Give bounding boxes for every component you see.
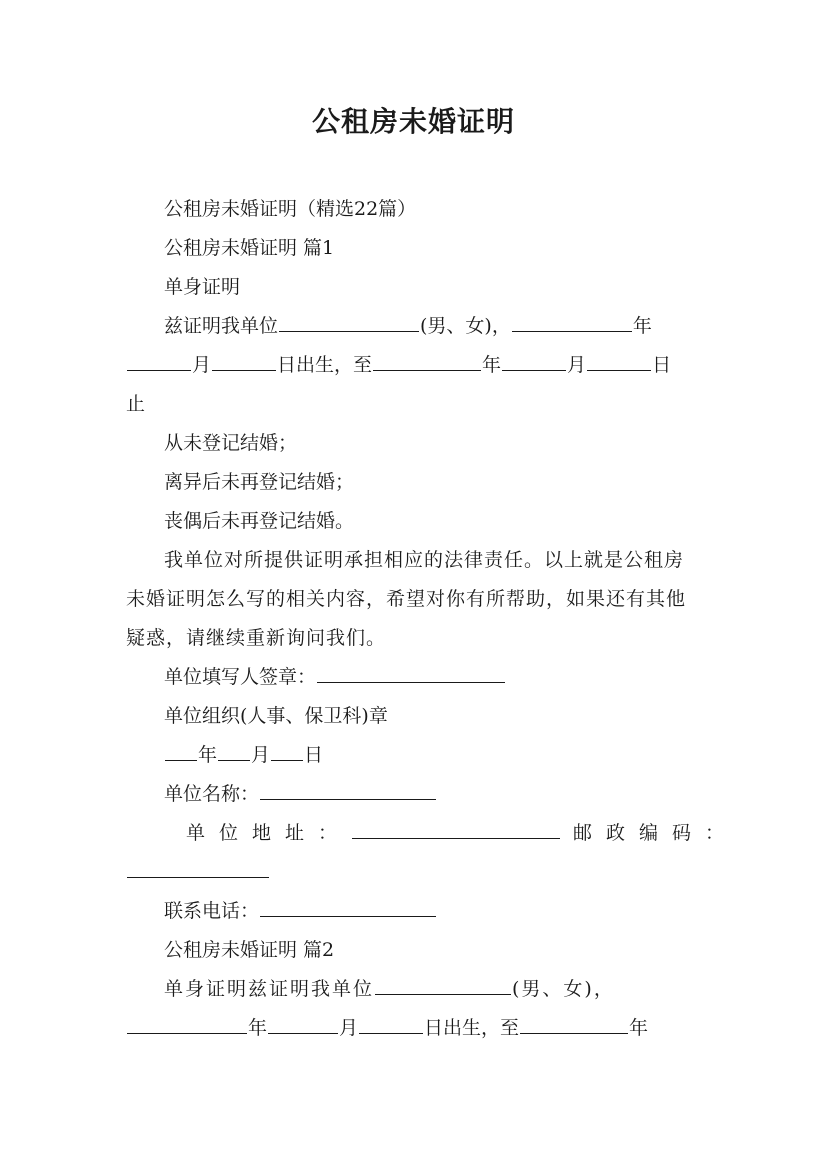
text-segment: 年 <box>629 1017 649 1039</box>
blank-day <box>271 741 303 761</box>
blank-end-month <box>502 351 566 371</box>
blank-unit-name <box>260 780 436 800</box>
blank-postcode <box>127 858 269 878</box>
text-segment: 年 <box>248 1017 268 1039</box>
date-line <box>126 736 702 775</box>
signer-line <box>126 658 702 697</box>
unit-name-line <box>126 775 702 814</box>
signer-label: 单位填写人签章： <box>164 666 317 688</box>
blank-end-year <box>373 351 481 371</box>
certificate-line-2 <box>126 346 702 385</box>
text-segment: 年 <box>482 354 502 376</box>
subtitle: 公租房未婚证明（精选22篇） <box>164 198 417 220</box>
blank-end-day <box>587 351 651 371</box>
document-title: 公租房未婚证明 <box>311 105 515 138</box>
status-item-2: 离异后未再登记结婚； <box>164 471 355 493</box>
blank-signature <box>317 663 505 683</box>
text-segment: (男、女)， <box>512 978 615 1000</box>
blank-end-year-2 <box>520 1014 628 1034</box>
unit-address-line <box>126 814 739 853</box>
status-item-3: 丧偶后未再登记结婚。 <box>164 510 355 532</box>
unit-address-label: 单位地址： <box>186 822 352 844</box>
statement-paragraph: 我单位对所提供证明承担相应的法律责任。以上就是公租房未婚证明怎么写的相关内容，希望对你有所帮助，如果还有其他疑惑，请继续重新询问我们。 <box>126 549 687 649</box>
date-day-label: 日 <box>304 744 324 766</box>
blank-year <box>165 741 197 761</box>
section-2-heading: 公租房未婚证明 篇2 <box>164 939 335 961</box>
unit-name-label: 单位名称： <box>164 783 260 805</box>
blank-birth-year-2 <box>127 1014 247 1034</box>
status-item-1: 从未登记结婚； <box>164 432 298 454</box>
certificate-line-1 <box>126 307 702 346</box>
text-segment: 日出生，至 <box>424 1017 520 1039</box>
date-year-label: 年 <box>198 744 218 766</box>
document-body <box>126 190 739 1048</box>
text-segment: 月 <box>339 1017 359 1039</box>
text-segment: 月 <box>567 354 587 376</box>
blank-birth-month-2 <box>268 1014 338 1034</box>
text-segment: 日 <box>652 354 672 376</box>
phone-line <box>126 892 702 931</box>
blank-birth-day-2 <box>359 1014 423 1034</box>
blank-name-2 <box>375 975 511 995</box>
text-segment: 兹证明我单位 <box>164 315 279 337</box>
blank-month <box>218 741 250 761</box>
text-segment: (男、女)， <box>420 315 511 337</box>
text-segment: 日出生，至 <box>277 354 373 376</box>
blank-unit-address <box>352 819 560 839</box>
blank-phone <box>260 897 436 917</box>
blank-birth-month <box>127 351 191 371</box>
org-seal-line: 单位组织(人事、保卫科)章 <box>164 705 388 727</box>
blank-birth-year <box>512 312 632 332</box>
section-2-line-1 <box>126 970 702 1009</box>
section-2-line-2 <box>126 1009 702 1048</box>
date-month-label: 月 <box>251 744 271 766</box>
certificate-line-3: 止 <box>126 393 146 415</box>
postcode-blank-line <box>126 853 702 892</box>
text-segment: 单身证明兹证明我单位 <box>164 978 375 1000</box>
certificate-title: 单身证明 <box>164 276 241 298</box>
blank-name <box>279 312 419 332</box>
text-segment: 年 <box>632 315 652 337</box>
blank-birth-day <box>212 351 276 371</box>
phone-label: 联系电话： <box>164 900 260 922</box>
postcode-label: 邮政编码： <box>573 822 739 844</box>
section-1-heading: 公租房未婚证明 篇1 <box>164 237 335 259</box>
text-segment: 月 <box>192 354 212 376</box>
